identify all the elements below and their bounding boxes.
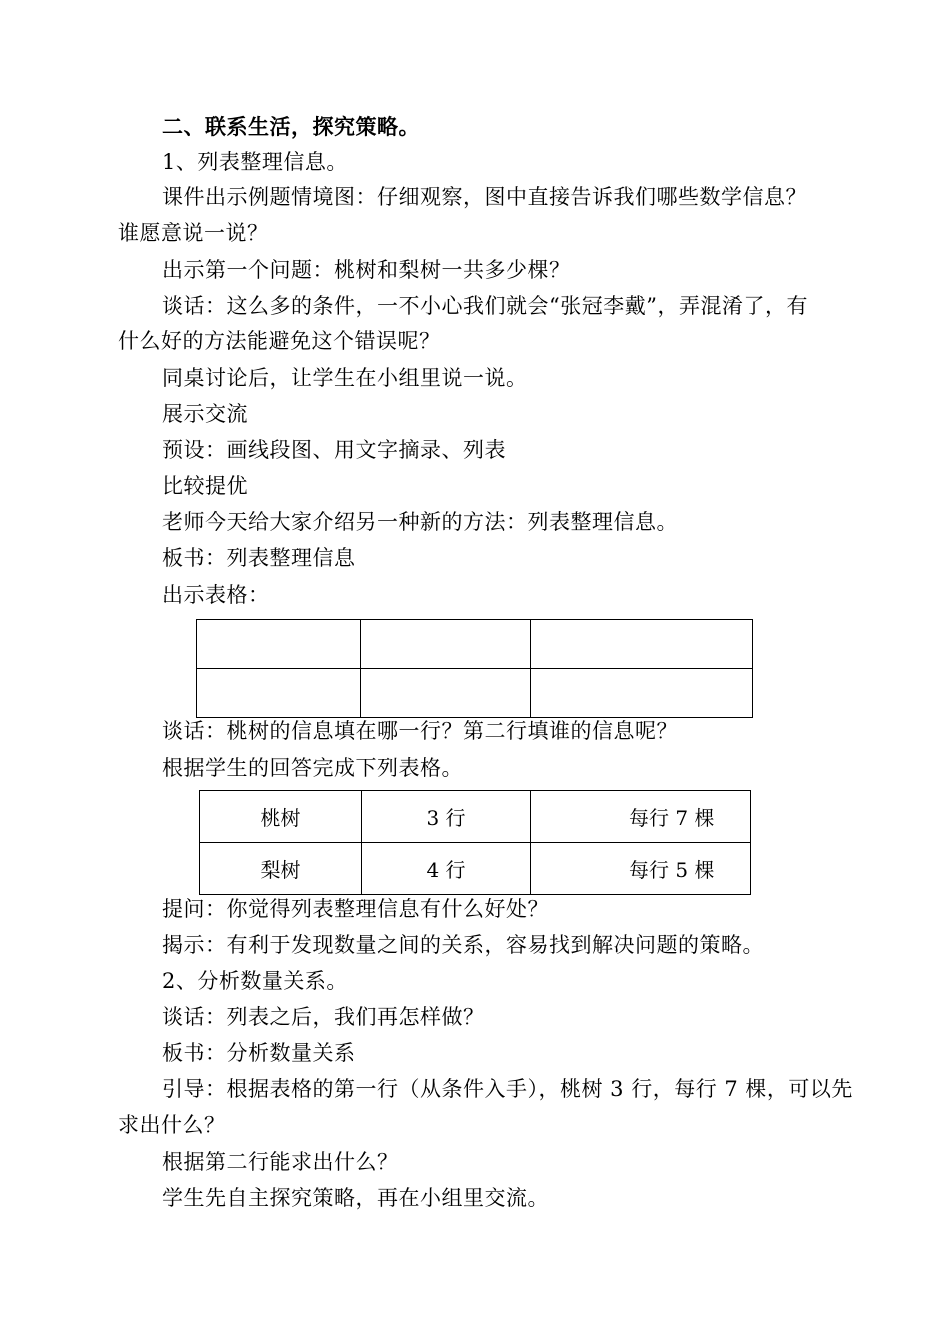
table-row — [197, 669, 753, 718]
paragraph-first-question: 出示第一个问题：桃树和梨树一共多少棵？ — [162, 258, 571, 282]
paragraph-preset: 预设：画线段图、用文字摘录、列表 — [162, 438, 506, 462]
paragraph-guide-line2: 求出什么？ — [118, 1113, 226, 1137]
tree-name-cell: 梨树 — [200, 843, 362, 895]
table-cell — [531, 669, 753, 718]
table-row — [200, 843, 751, 895]
paragraph-talk2: 谈话：桃树的信息填在哪一行？第二行填谁的信息呢？ — [162, 719, 678, 743]
section-heading: 二、联系生活，探究策略。 — [162, 114, 420, 139]
table-cell — [197, 620, 361, 669]
paragraph-show-scene-line1: 课件出示例题情境图：仔细观察，图中直接告诉我们哪些数学信息？ — [162, 185, 807, 209]
per-row-cell: 每行 7 棵 — [531, 791, 751, 843]
table-row — [197, 620, 753, 669]
paragraph-explore: 学生先自主探究策略，再在小组里交流。 — [162, 1186, 549, 1210]
paragraph-teacher: 老师今天给大家介绍另一种新的方法：列表整理信息。 — [162, 510, 678, 534]
row-count-cell: 3 行 — [362, 791, 531, 843]
paragraph-talk1-line1: 谈话：这么多的条件，一不小心我们就会“张冠李戴”，弄混淆了，有 — [162, 294, 808, 318]
paragraph-show-table: 出示表格： — [162, 583, 270, 607]
paragraph-show-scene-line2: 谁愿意说一说？ — [118, 221, 269, 245]
info-table — [199, 790, 751, 895]
row-count-cell: 4 行 — [362, 843, 531, 895]
paragraph-talk3: 谈话：列表之后，我们再怎样做？ — [162, 1005, 485, 1029]
table-cell — [531, 620, 753, 669]
per-row-cell: 每行 5 棵 — [531, 843, 751, 895]
paragraph-complete: 根据学生的回答完成下列表格。 — [162, 756, 463, 780]
tree-name-cell: 桃树 — [200, 791, 362, 843]
step-2-title: 2、分析数量关系。 — [162, 969, 348, 993]
paragraph-board-1: 板书：列表整理信息 — [162, 546, 356, 570]
paragraph-board-2: 板书：分析数量关系 — [162, 1041, 356, 1065]
table-cell — [197, 669, 361, 718]
paragraph-second-row: 根据第二行能求出什么？ — [162, 1150, 399, 1174]
paragraph-reveal: 揭示：有利于发现数量之间的关系，容易找到解决问题的策略。 — [162, 933, 764, 957]
paragraph-ask: 提问：你觉得列表整理信息有什么好处？ — [162, 897, 549, 921]
table-cell — [361, 669, 531, 718]
table-row — [200, 791, 751, 843]
table-cell — [361, 620, 531, 669]
empty-table — [196, 619, 753, 718]
paragraph-guide-line1: 引导：根据表格的第一行（从条件入手），桃树 3 行，每行 7 棵，可以先 — [162, 1077, 853, 1101]
paragraph-talk1-line2: 什么好的方法能避免这个错误呢？ — [118, 329, 441, 353]
paragraph-discuss: 同桌讨论后，让学生在小组里说一说。 — [162, 366, 528, 390]
paragraph-display: 展示交流 — [162, 402, 248, 426]
step-1-title: 1、列表整理信息。 — [162, 150, 348, 174]
paragraph-compare: 比较提优 — [162, 474, 248, 498]
